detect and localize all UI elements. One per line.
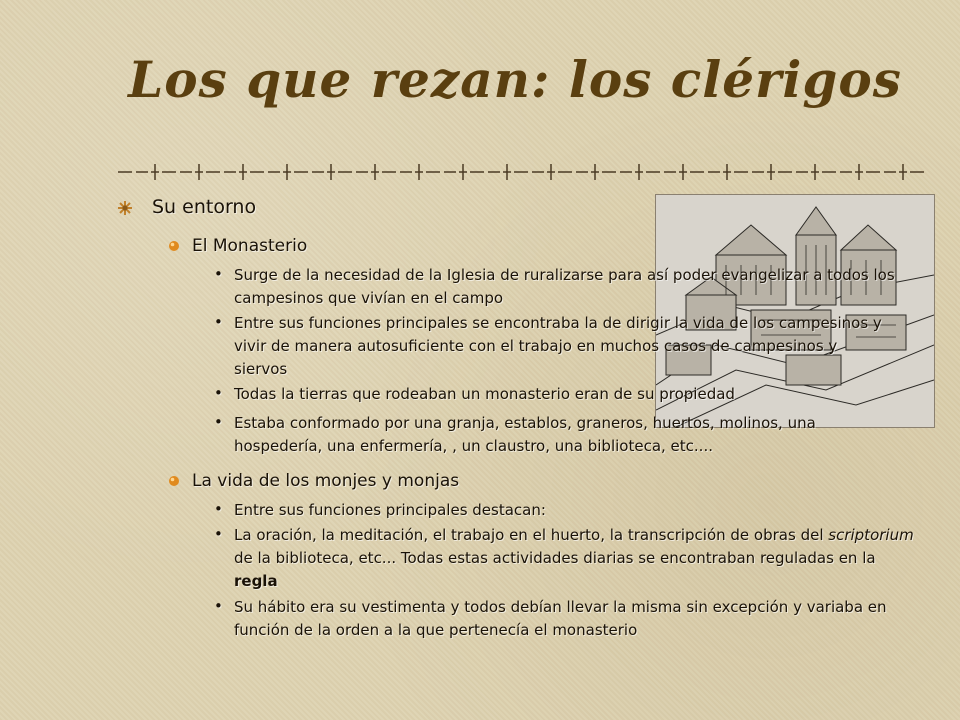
monasterio-bullet-4: Estaba conformado por una granja, establos, graneros, huertos, molinos, una hospedería, una enfermería, , un claustro, una biblioteca, etc....: [234, 414, 816, 455]
slide-title: Los que rezan: los clérigos: [128, 50, 902, 109]
bullet-dot: •: [214, 265, 223, 283]
vida-bullet-2-text-a: La oración, la meditación, el trabajo en el huerto, la transcripción de obras del: [234, 526, 829, 544]
vida-bullet-3: Su hábito era su vestimenta y todos debían llevar la misma sin excepción y variaba en función de la orden a la que pertenecía el monasterio: [234, 598, 887, 639]
bullet-dot: •: [214, 525, 223, 543]
vida-bullet-1: Entre sus funciones principales destacan:: [234, 501, 546, 519]
vida-bullet-2-regla: regla: [234, 572, 278, 590]
bullet-dot: •: [214, 597, 223, 615]
topic-su-entorno: Su entorno: [152, 196, 257, 218]
monasterio-bullet-2: Entre sus funciones principales se encontraba la de dirigir la vida de los campesinos y vivir de manera autosuficiente con el trabajo en muchos casos de campesinos y siervos: [234, 314, 882, 378]
decorative-divider: [118, 160, 928, 184]
bullet-dot: •: [214, 413, 223, 431]
vida-bullet-2: [234, 524, 914, 593]
vida-bullet-2-scriptorium: scriptorium: [828, 526, 914, 544]
heading-vida-monjes: La vida de los monjes y monjas: [192, 471, 460, 491]
orange-bullet-icon: [167, 239, 181, 253]
bullet-dot: •: [214, 313, 223, 331]
monasterio-bullet-3: Todas la tierras que rodeaban un monasterio eran de su propiedad: [234, 385, 735, 403]
orange-bullet-icon: [167, 474, 181, 488]
bullet-dot: •: [214, 384, 223, 402]
bullet-dot: •: [214, 500, 223, 518]
vida-bullet-2-text-b: de la biblioteca, etc... Todas estas actividades diarias se encontraban reguladas en la: [234, 549, 876, 567]
monasterio-bullet-1: Surge de la necesidad de la Iglesia de ruralizarse para así poder evangelizar a todos los campesinos que vivían en el campo: [234, 266, 895, 307]
star-bullet-icon: [117, 200, 133, 216]
heading-el-monasterio: El Monasterio: [192, 236, 308, 256]
